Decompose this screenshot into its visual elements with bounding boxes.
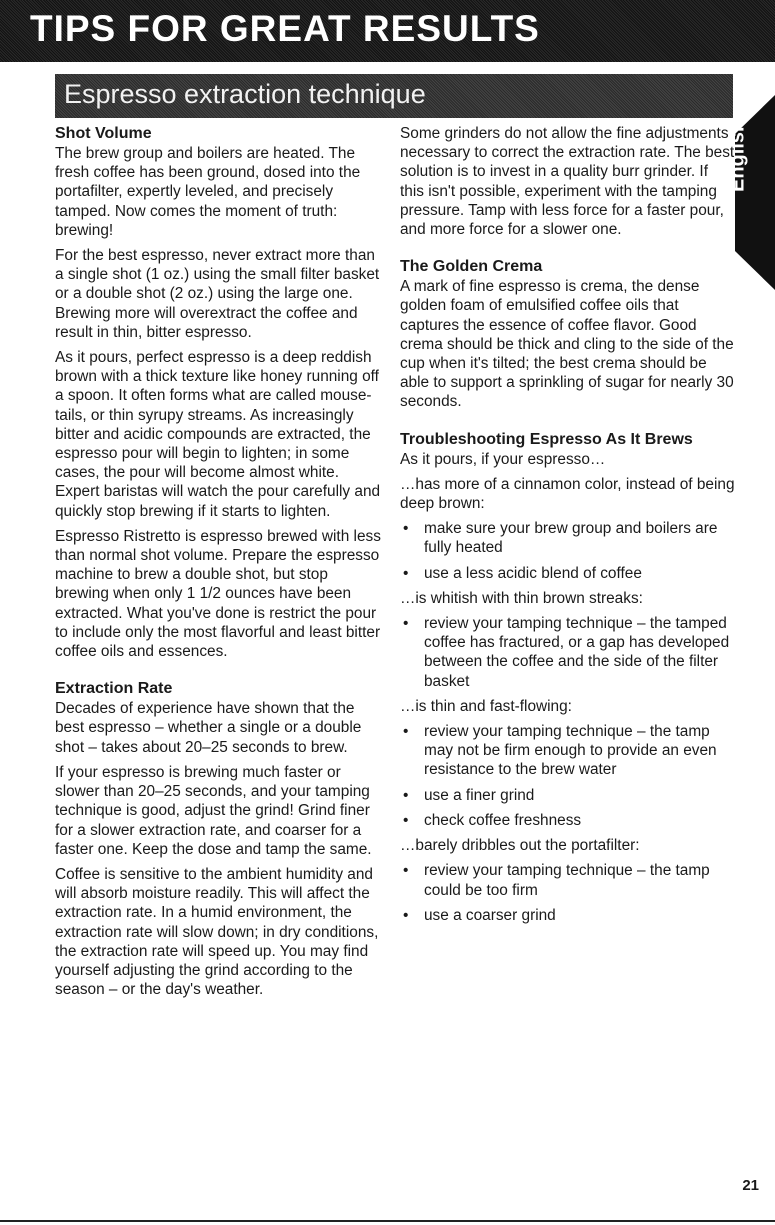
section-title: Espresso extraction technique [64, 79, 426, 109]
heading-golden-crema: The Golden Crema [400, 258, 543, 276]
bullet-icon: • [403, 520, 409, 538]
paragraph: Coffee is sensitive to the ambient humidity and will absorb moisture readily. This will affect the extraction rate. In a humid environment, the extraction rate will slow down; in dry conditions, the extraction rate will speed up. You may find yourself adjusting the grind according to the season – or the day's weather. [55, 865, 379, 999]
list-item: • review your tamping technique – the tamp could be too firm [403, 862, 710, 899]
paragraph: If your espresso is brewing much faster or slower than 20–25 seconds, and your tamping technique is good, adjust the grind! Grind finer for a slower extraction rate, and coarser for a faster one. Keep the dose and tamp the same. [55, 763, 372, 858]
heading-shot-volume: Shot Volume [55, 125, 152, 142]
case-heading: …has more of a cinnamon color, instead of being deep brown: [400, 475, 735, 513]
list-item: • make sure your brew group and boilers are fully heated [403, 520, 718, 557]
bullet-icon: • [403, 786, 409, 804]
bullet-icon: • [403, 615, 409, 633]
paragraph: A mark of fine espresso is crema, the dense golden foam of emulsified coffee oils that captures the essence of coffee flavor. Good crema should be thick and cling to the side of the cup when it's tilted; the best crema should be able to support a sprinkling of sugar for nearly 30 seconds. [400, 278, 734, 411]
case-heading: …barely dribbles out the portafilter: [400, 837, 640, 855]
paragraph: As it pours, perfect espresso is a deep reddish brown with a thick texture like honey running off a spoon. It often forms what are called mouse-tails, or thin syrupy streams. As increasingly bitter and acidic compounds are extracted, the espresso pour will begin to lighten; in some cases, the pour will become almost white. Expert baristas will watch the pour carefully and quickly stop brewing if it starts to lighten. [55, 349, 381, 520]
heading-extraction-rate: Extraction Rate [55, 680, 173, 698]
right-column [400, 124, 735, 931]
bullet-icon: • [403, 811, 409, 829]
bullet-icon: • [403, 564, 409, 582]
header-banner [0, 0, 775, 62]
banner-title: TIPS FOR GREAT RESULTS [30, 8, 540, 49]
bullet-icon: • [403, 906, 409, 924]
bullet-icon: • [403, 862, 409, 880]
list-item: • review your tamping technique – the tamped coffee has fractured, or a gap has developed between the coffee and the side of the filter basket [403, 615, 730, 690]
list-item: • use a finer grind [403, 786, 535, 804]
paragraph: Some grinders do not allow the fine adjustments necessary to correct the extraction rate. The best solution is to invest in a quality burr grinder. If this isn't possible, experiment with the tamping pressure. Tamp with less force for a faster pour, and more force for a slower one. [400, 125, 735, 239]
footer-rule [0, 1220, 775, 1222]
paragraph: The brew group and boilers are heated. The fresh coffee has been ground, dosed into the portafilter, expertly leveled, and precisely tamped. Now comes the moment of truth: brewing! [55, 145, 361, 239]
page-number: 21 [742, 1177, 759, 1194]
paragraph: As it pours, if your espresso… [400, 450, 606, 468]
bullet-icon: • [403, 723, 409, 741]
heading-troubleshooting: Troubleshooting Espresso As It Brews [400, 430, 693, 448]
case-heading: …is thin and fast-flowing: [400, 697, 572, 715]
list-item: • use a less acidic blend of coffee [403, 564, 642, 582]
paragraph: Decades of experience have shown that the best espresso – whether a single or a double shot – takes about 20–25 seconds to brew. [55, 700, 362, 756]
list-item: • check coffee freshness [403, 811, 582, 829]
list-item: • use a coarser grind [403, 906, 556, 924]
left-column [55, 124, 385, 1005]
paragraph: For the best espresso, never extract more than a single shot (1 oz.) using the small filter basket or a double shot (2 oz.) using the large one. Brewing more will overextract the coffee and result in thin, bitter espresso. [55, 247, 380, 341]
paragraph: Espresso Ristretto is espresso brewed with less than normal shot volume. Prepare the espresso machine to brew a double shot, but stop brewing when only 1 1/2 ounces have been extracted. What you've done is restrict the pour to include only the most flavorful and least bitter coffee oils and essences. [55, 527, 381, 661]
list-item: • review your tamping technique – the tamp may not be firm enough to provide an even resistance to the brew water [403, 723, 717, 779]
case-heading: …is whitish with thin brown streaks: [400, 589, 643, 607]
section-bar [55, 74, 733, 118]
language-tab-label: English [726, 119, 749, 192]
